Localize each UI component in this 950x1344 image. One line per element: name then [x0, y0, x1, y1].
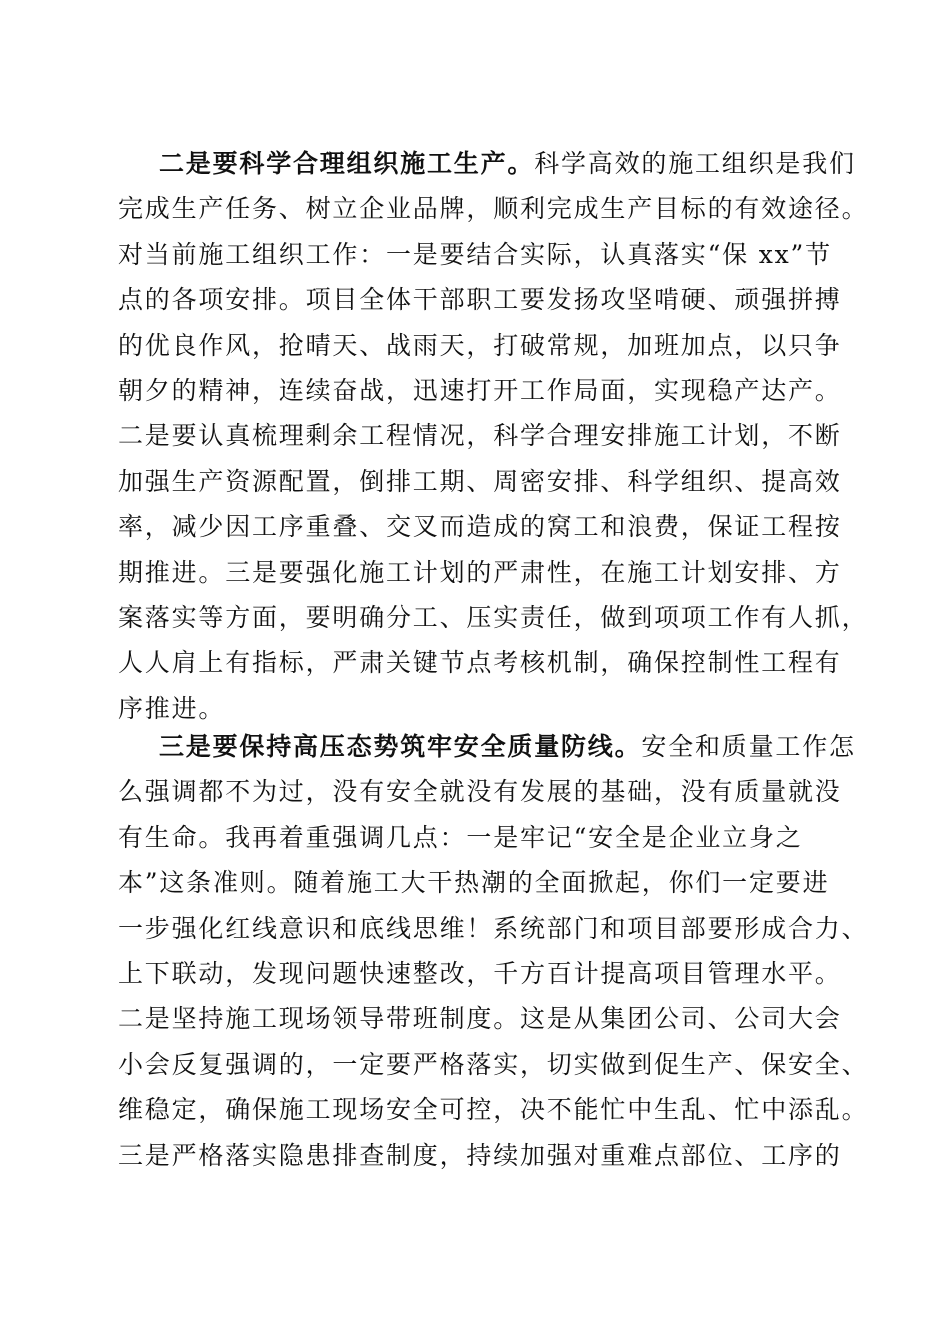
paragraph-line: 小会反复强调的，一定要严格落实，切实做到促生产、保安全、	[118, 1049, 869, 1079]
paragraph-line: 有生命。我再着重强调几点：一是牢记“安全是企业立身之	[118, 822, 803, 852]
paragraph-line: 点的各项安排。项目全体干部职工要发扬攻坚啃硬、顽强拼搏	[118, 285, 842, 315]
paragraph-safety-quality	[118, 724, 869, 1178]
paragraph-line: 一步强化红线意识和底线思维！系统部门和项目部要形成合力、	[118, 913, 869, 943]
paragraph-line: 对当前施工组织工作：一是要结合实际，认真落实“保 xx”节	[118, 239, 832, 269]
paragraph-line: 朝夕的精神，连续奋战，迅速打开工作局面，实现稳产达产。	[118, 375, 842, 405]
paragraph-line: 二是要认真梳理剩余工程情况，科学合理安排施工计划，不断	[118, 421, 842, 451]
paragraph-line: 上下联动，发现问题快速整改，千方百计提高项目管理水平。	[118, 958, 842, 988]
paragraph-heading: 二是要科学合理组织施工生产。	[159, 149, 535, 178]
paragraph-line: 么强调都不为过，没有安全就没有发展的基础，没有质量就没	[118, 777, 842, 807]
paragraph-line: 加强生产资源配置，倒排工期、周密安排、科学组织、提高效	[118, 466, 842, 496]
paragraph-line: 完成生产任务、树立企业品牌，顺利完成生产目标的有效途径。	[118, 194, 869, 224]
paragraph-line: 二是坚持施工现场领导带班制度。这是从集团公司、公司大会	[118, 1004, 842, 1034]
paragraph-line: 序推进。	[118, 693, 226, 723]
paragraph-line: 的优良作风，抢晴天、战雨天，打破常规，加班加点，以只争	[118, 330, 842, 360]
paragraph-line: 率，减少因工序重叠、交叉而造成的窝工和浪费，保证工程按	[118, 512, 842, 542]
paragraph-line: 维稳定，确保施工现场安全可控，决不能忙中生乱、忙中添乱。	[118, 1095, 869, 1125]
paragraph-line: 安全和质量工作怎	[641, 732, 856, 761]
paragraph-first-line	[118, 724, 856, 769]
paragraph-line: 人人肩上有指标，严肃关键节点考核机制，确保控制性工程有	[118, 648, 842, 678]
paragraph-construction-organization	[118, 141, 869, 731]
paragraph-line: 本”这条准则。随着施工大干热潮的全面掀起，你们一定要进	[118, 868, 830, 898]
paragraph-line: 三是严格落实隐患排查制度，持续加强对重难点部位、工序的	[118, 1140, 842, 1170]
paragraph-line: 期推进。三是要强化施工计划的严肃性，在施工计划安排、方	[118, 557, 842, 587]
paragraph-line: 科学高效的施工组织是我们	[534, 149, 856, 178]
paragraph-first-line	[118, 141, 856, 186]
paragraph-line: 案落实等方面，要明确分工、压实责任，做到项项工作有人抓，	[118, 602, 869, 632]
paragraph-heading: 三是要保持高压态势筑牢安全质量防线。	[159, 732, 642, 761]
